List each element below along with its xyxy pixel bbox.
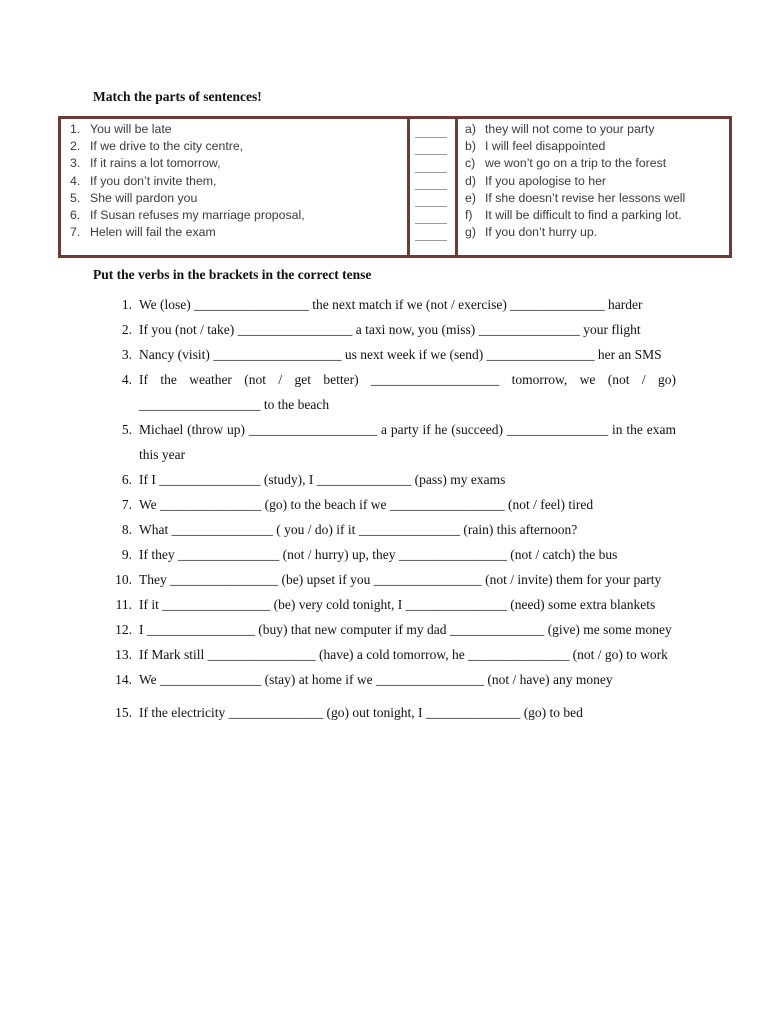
exercise-number: 9.	[121, 547, 132, 562]
sentence-beginning	[70, 155, 305, 172]
exercise-text: We _______________ (stay) at home if we ________________ (not / have) any money	[139, 672, 613, 687]
exercise-item	[110, 567, 676, 592]
exercise-text: If you (not / take) _________________ a taxi now, you (miss) _______________ your flight	[139, 322, 641, 337]
exercise-item	[110, 617, 676, 642]
item-number: e)	[465, 190, 476, 205]
item-text: If you don’t invite them,	[90, 173, 217, 188]
item-text: I will feel disappointed	[485, 139, 606, 154]
tense-section-heading: Put the verbs in the brackets in the correct tense	[93, 267, 372, 282]
item-number: c)	[465, 156, 476, 171]
column-divider	[407, 119, 410, 255]
exercise-text: If they _______________ (not / hurry) up, they ________________ (not / catch) the bus	[139, 547, 618, 562]
exercise-item	[110, 700, 676, 725]
item-text: Helen will fail the exam	[90, 225, 216, 240]
exercise-text: We (lose) _________________ the next match if we (not / exercise) ______________ harder	[139, 297, 643, 312]
exercise-text: They ________________ (be) upset if you ________________ (not / invite) them for your party	[139, 572, 662, 587]
exercise-text: I ________________ (buy) that new computer if my dad ______________ (give) me some money	[139, 622, 672, 637]
match-table	[58, 116, 732, 258]
answer-blank[interactable]	[415, 190, 447, 207]
exercise-text: What _______________ ( you / do) if it _______________ (rain) this afternoon?	[139, 522, 578, 537]
item-text: She will pardon you	[90, 190, 198, 205]
item-text: If you don’t hurry up.	[485, 225, 598, 240]
exercise-item	[110, 517, 676, 542]
answer-blanks-column	[415, 121, 447, 241]
match-section-heading: Match the parts of sentences!	[93, 89, 262, 104]
exercise-item	[110, 367, 676, 417]
item-number: g)	[465, 225, 476, 240]
exercise-item	[110, 292, 676, 317]
sentence-beginning	[70, 207, 305, 224]
item-number: f)	[465, 207, 473, 222]
exercise-number: 5.	[121, 422, 132, 437]
item-number: a)	[465, 122, 476, 136]
exercise-number: 14.	[115, 672, 132, 687]
exercise-item	[110, 492, 676, 517]
exercise-number: 3.	[121, 347, 132, 362]
answer-blank[interactable]	[415, 138, 447, 155]
sentence-ending	[465, 121, 685, 138]
sentence-endings-column	[465, 121, 685, 241]
exercise-text: If it ________________ (be) very cold tonight, I _______________ (need) some extra blankets	[139, 597, 656, 612]
item-number: 6.	[70, 207, 81, 222]
exercise-number: 12.	[115, 622, 132, 637]
item-text: If it rains a lot tomorrow,	[90, 156, 221, 171]
answer-blank[interactable]	[415, 121, 447, 138]
sentence-beginning	[70, 173, 305, 190]
exercise-number: 2.	[121, 322, 132, 337]
exercise-number: 1.	[121, 297, 132, 312]
item-text: It will be difficult to find a parking lot.	[485, 207, 682, 222]
sentence-ending	[465, 138, 685, 155]
exercise-number: 13.	[115, 647, 132, 662]
item-number: d)	[465, 173, 476, 188]
item-text: If she doesn’t revise her lessons well	[485, 190, 686, 205]
item-number: 2.	[70, 139, 81, 154]
exercise-text: Michael (throw up) ___________________ a party if he (succeed) _______________ in the exam this year	[139, 422, 676, 462]
exercise-text: If I _______________ (study), I ______________ (pass) my exams	[139, 472, 506, 487]
sentence-ending	[465, 155, 685, 172]
answer-blank[interactable]	[415, 155, 447, 172]
exercise-number: 7.	[121, 497, 132, 512]
exercise-text: If the weather (not / get better) ___________________ tomorrow, we (not / go) __________________ to the beach	[139, 372, 676, 412]
sentence-ending	[465, 173, 685, 190]
exercise-number: 6.	[121, 472, 132, 487]
item-number: 4.	[70, 173, 81, 188]
exercise-item	[110, 542, 676, 567]
item-text: they will not come to your party	[485, 122, 655, 136]
exercise-number: 11.	[115, 597, 132, 612]
sentence-beginning	[70, 190, 305, 207]
item-number: b)	[465, 139, 476, 154]
answer-blank[interactable]	[415, 224, 447, 241]
exercise-item	[110, 642, 676, 667]
item-text: If you apologise to her	[485, 173, 606, 188]
sentence-ending	[465, 190, 685, 207]
item-text: we won’t go on a trip to the forest	[485, 156, 667, 171]
item-text: If Susan refuses my marriage proposal,	[90, 207, 305, 222]
sentence-beginning	[70, 121, 305, 138]
column-divider	[455, 119, 458, 255]
exercise-item	[110, 592, 676, 617]
item-text: You will be late	[90, 122, 172, 136]
sentence-beginning	[70, 224, 305, 241]
item-number: 5.	[70, 190, 81, 205]
sentence-ending	[465, 207, 685, 224]
exercise-number: 10.	[115, 572, 132, 587]
exercise-item	[110, 317, 676, 342]
answer-blank[interactable]	[415, 207, 447, 224]
exercise-text: Nancy (visit) ___________________ us next week if we (send) ________________ her an SMS	[139, 347, 662, 362]
exercise-number: 15.	[115, 705, 132, 720]
sentence-ending	[465, 224, 685, 241]
exercise-item	[110, 667, 676, 692]
sentence-beginnings-column	[70, 121, 305, 241]
answer-blank[interactable]	[415, 173, 447, 190]
exercise-text: We _______________ (go) to the beach if we _________________ (not / feel) tired	[139, 497, 594, 512]
exercise-item	[110, 417, 676, 467]
exercise-number: 8.	[121, 522, 132, 537]
exercise-text: If Mark still ________________ (have) a cold tomorrow, he _______________ (not / go) to work	[139, 647, 668, 662]
item-text: If we drive to the city centre,	[90, 139, 244, 154]
item-number: 7.	[70, 225, 81, 240]
sentence-beginning	[70, 138, 305, 155]
item-number: 1.	[70, 122, 81, 136]
exercise-number: 4.	[121, 372, 132, 387]
exercise-item	[110, 467, 676, 492]
item-number: 3.	[70, 156, 81, 171]
exercise-text: If the electricity ______________ (go) out tonight, I ______________ (go) to bed	[139, 705, 583, 720]
exercise-list	[110, 292, 676, 725]
exercise-item	[110, 342, 676, 367]
